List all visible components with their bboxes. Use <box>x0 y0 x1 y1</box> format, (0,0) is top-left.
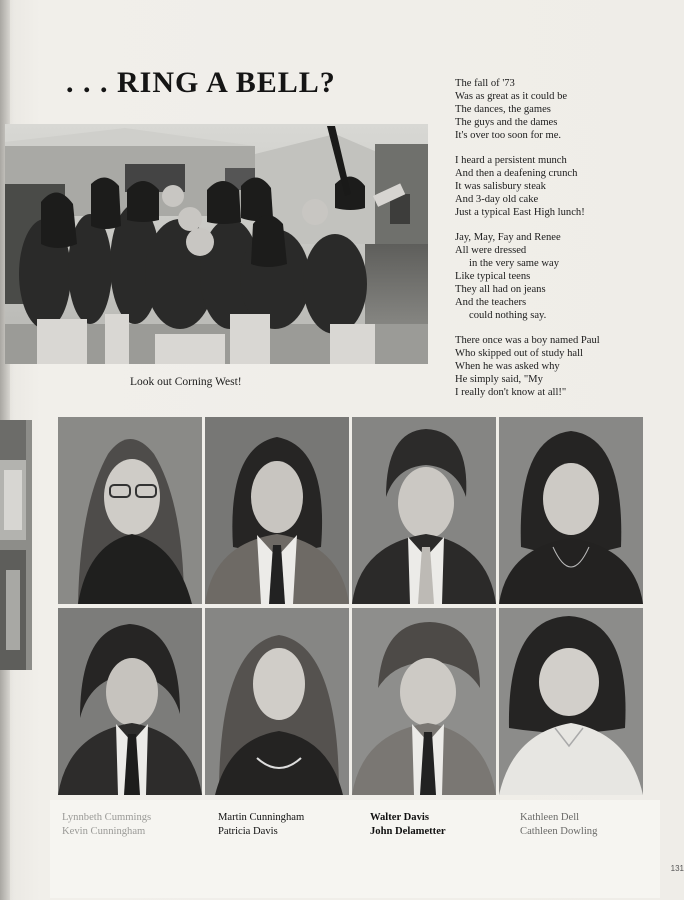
poem-line: There once was a boy named Paul <box>455 335 600 347</box>
portrait-cathleen-dowling <box>499 608 643 795</box>
names-column-3 <box>370 811 446 839</box>
portrait-grid <box>58 417 644 795</box>
poem-stanza-1 <box>455 78 665 143</box>
group-photo <box>5 124 428 364</box>
poem-line: All were dressed <box>455 245 527 257</box>
portrait-lynnbeth-cummings <box>58 417 202 604</box>
poem-line: It's over too soon for me. <box>455 129 562 141</box>
poem-line: in the very same way <box>469 258 560 270</box>
poem-stanza-4 <box>455 335 665 400</box>
poem-line: And then a deafening crunch <box>455 168 578 180</box>
portrait-martin-cunningham <box>205 417 349 604</box>
names-column-1 <box>62 811 151 839</box>
portrait-kathleen-dell <box>499 417 643 604</box>
poem-stanza-3 <box>455 232 665 322</box>
portrait-john-delametter <box>352 608 496 795</box>
portrait-kevin-cunningham <box>58 608 202 795</box>
student-name: Cathleen Dowling <box>520 826 598 837</box>
poem-line: Who skipped out of study hall <box>455 348 583 360</box>
student-name: John Delametter <box>370 826 446 837</box>
poem-line: could nothing say. <box>469 309 547 321</box>
student-name: Kevin Cunningham <box>62 826 146 837</box>
poem-line: And the teachers <box>455 296 527 308</box>
student-name: Kathleen Dell <box>520 812 580 823</box>
student-name: Martin Cunningham <box>218 812 305 823</box>
portrait-walter-davis <box>352 417 496 604</box>
photo-caption: Look out Corning West! <box>130 376 242 388</box>
poem-line: Just a typical East High lunch! <box>455 206 585 218</box>
names-column-4 <box>520 811 597 839</box>
portrait-patricia-davis <box>205 608 349 795</box>
page-number: 131 <box>670 864 684 873</box>
names-column-2 <box>218 811 304 839</box>
student-name: Walter Davis <box>370 812 429 823</box>
poem-line: I heard a persistent munch <box>455 155 567 167</box>
poem-line: When he was asked why <box>455 361 560 372</box>
poem-line: Was as great as it could be <box>455 90 568 102</box>
poem-line: The guys and the dames <box>455 116 558 128</box>
poem-line: It was salisbury steak <box>455 180 546 192</box>
poem-line: They all had on jeans <box>455 283 546 295</box>
poem <box>455 78 665 412</box>
poem-line: The dances, the games <box>455 103 551 115</box>
adjacent-page-photo-edge <box>0 420 32 670</box>
poem-line: He simply said, "My <box>455 373 543 385</box>
student-name: Patricia Davis <box>218 826 278 837</box>
poem-line: Jay, May, Fay and Renee <box>455 232 561 244</box>
student-name: Lynnbeth Cummings <box>62 812 152 823</box>
group-photo-image <box>5 124 428 364</box>
poem-line: The fall of '73 <box>455 78 515 89</box>
poem-line: I really don't know at all!" <box>455 386 567 398</box>
poem-line: And 3-day old cake <box>455 193 539 205</box>
poem-stanza-2 <box>455 155 665 220</box>
page-title: . . . RING A BELL? <box>66 66 336 99</box>
poem-line: Like typical teens <box>455 270 531 282</box>
